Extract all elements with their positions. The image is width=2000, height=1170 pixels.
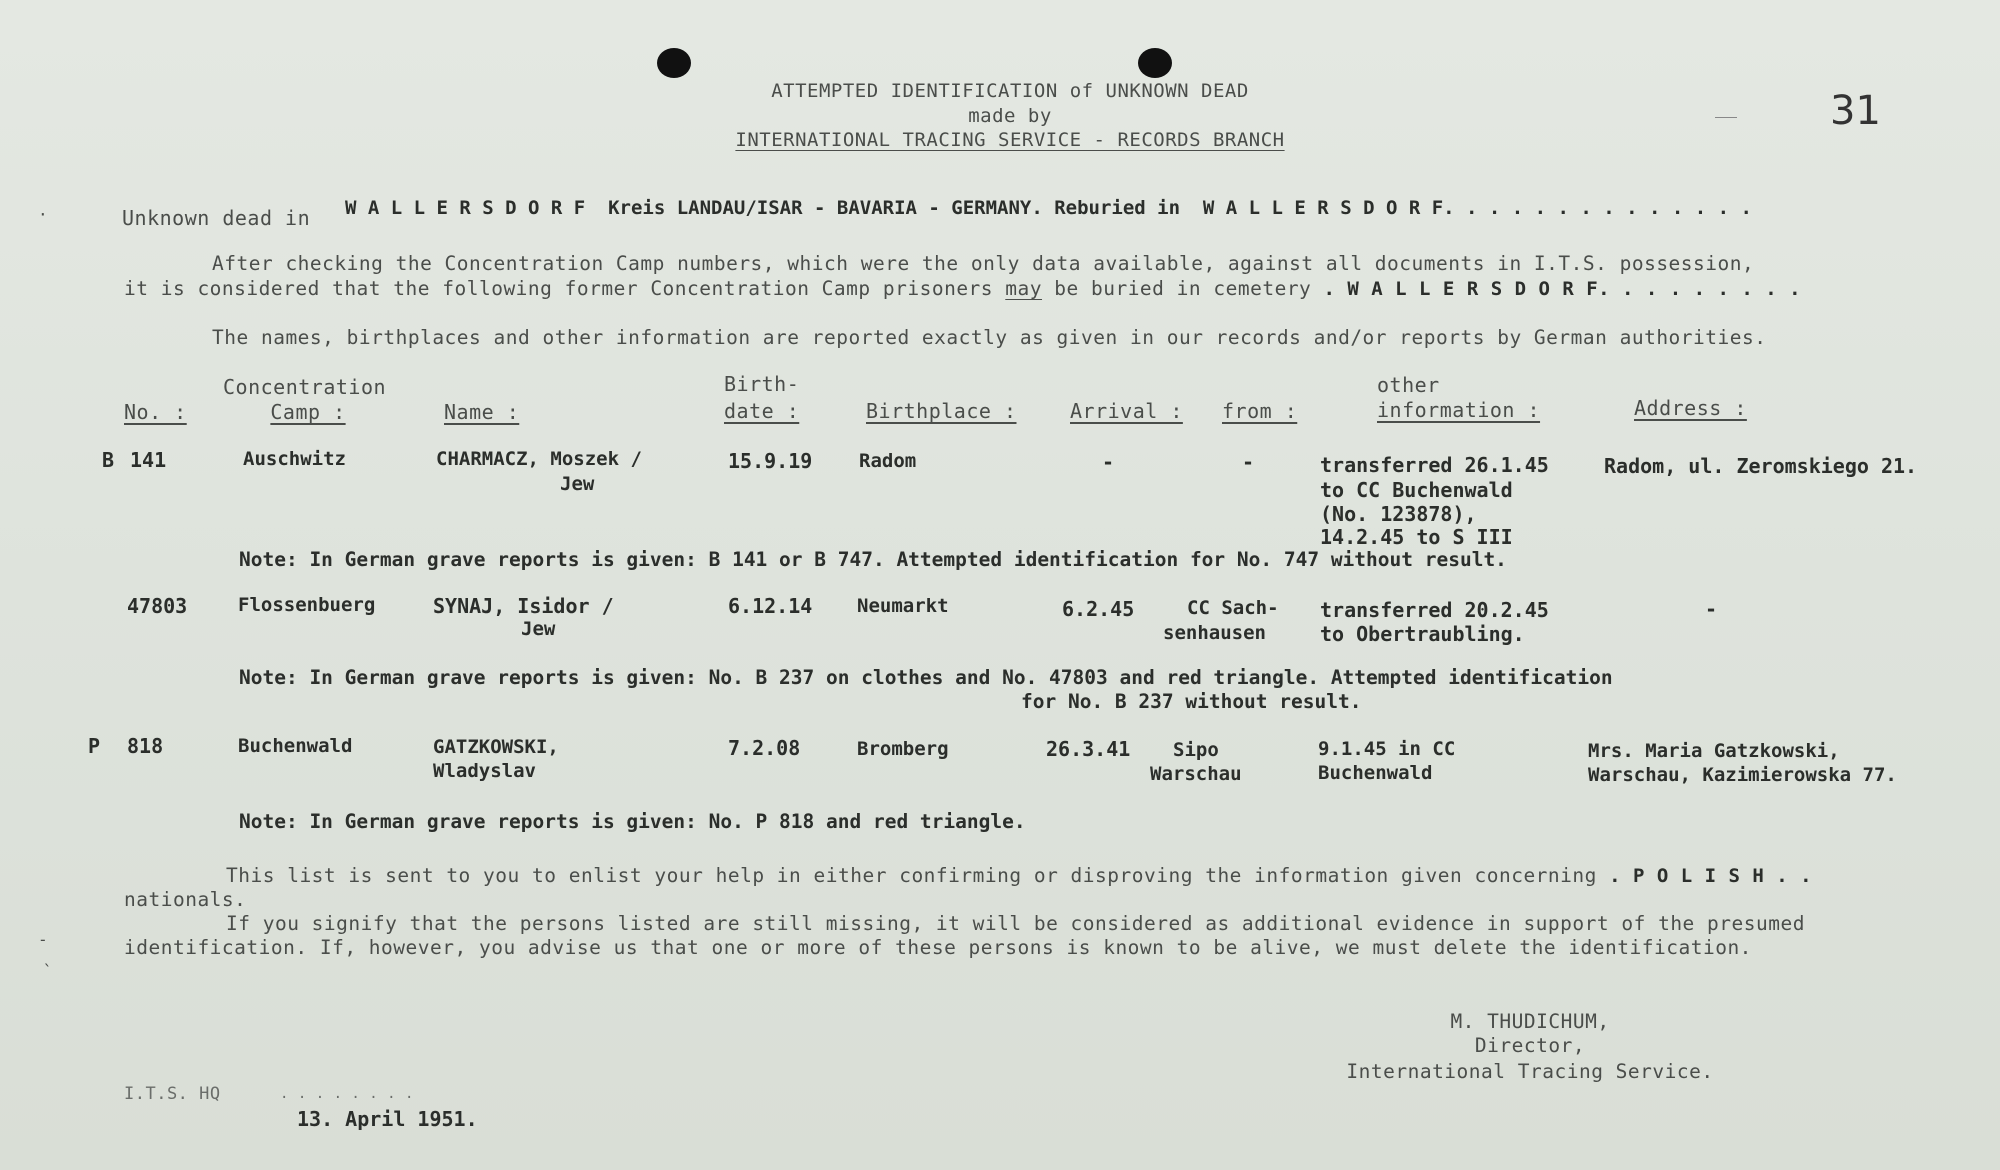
col-address: Address :: [1634, 396, 1747, 420]
col-camp-bottom: Camp :: [270, 400, 346, 424]
record-3-from-2: Warschau: [1150, 763, 1242, 785]
record-2-address: -: [1705, 597, 1718, 621]
record-3-from: Sipo: [1173, 739, 1219, 761]
record-2-number: 47803: [127, 594, 188, 618]
footer-place: I.T.S. HQ: [124, 1084, 221, 1104]
margin-dot-3: ˎ: [42, 947, 53, 966]
margin-mark: [1715, 117, 1737, 118]
closing-p2-line-2: identification. If, however, you advise us that one or more of these persons is known to be alive, we must delete the identification.: [124, 936, 1752, 959]
record-3-name: GATZKOWSKI,: [433, 736, 559, 758]
record-1-name: CHARMACZ, Moszek /: [436, 448, 642, 470]
intro-cemetery-value: . W A L L E R S D O R F. . . . . . . . .: [1323, 278, 1802, 300]
signature-title: Director,: [1474, 1034, 1586, 1057]
record-2-note-1: Note: In German grave reports is given: No. B 237 on clothes and No. 47803 and red triangle. Attempted identification: [239, 666, 1613, 689]
col-arrival: Arrival :: [1070, 399, 1183, 423]
record-1-other-3: (No. 123878),: [1320, 502, 1477, 526]
closing-nationality: . P O L I S H . .: [1609, 865, 1813, 887]
record-1-name-2: Jew: [560, 473, 595, 495]
col-from: from :: [1222, 399, 1298, 423]
record-3-note: Note: In German grave reports is given: No. P 818 and red triangle.: [239, 810, 1026, 833]
intro-line-2-b: be buried in cemetery: [1042, 277, 1312, 300]
closing-p1-line-1: [226, 864, 1812, 887]
record-2-camp: Flossenbuerg: [238, 594, 376, 616]
unknown-dead-value: W A L L E R S D O R F Kreis LANDAU/ISAR - BAVARIA - GERMANY. Reburied in W A L L E R S D O R F. . . . . . . . . . . . . .: [345, 197, 1752, 219]
record-3-name-2: Wladyslav: [433, 760, 536, 782]
record-2-note-2: for No. B 237 without result.: [1021, 690, 1362, 713]
margin-dot-1: ·: [38, 205, 49, 224]
record-2-other-1: transferred 20.2.45: [1320, 598, 1549, 622]
record-2-from: CC Sach-: [1187, 597, 1279, 619]
header-line-3: INTERNATIONAL TRACING SERVICE - RECORDS BRANCH: [735, 129, 1285, 151]
record-1-camp: Auschwitz: [243, 448, 346, 470]
col-no: No. :: [124, 400, 187, 424]
col-other-bottom: information :: [1377, 398, 1541, 422]
record-3-other-1: 9.1.45 in CC: [1318, 738, 1456, 760]
record-1-number: 141: [130, 448, 167, 472]
record-2-name: SYNAJ, Isidor /: [433, 594, 614, 618]
record-2-from-2: senhausen: [1163, 622, 1266, 644]
col-birthdate-bottom: date :: [724, 399, 800, 423]
record-1-other-1: transferred 26.1.45: [1320, 453, 1549, 477]
record-3-birthplace: Bromberg: [857, 738, 949, 760]
header-line-2: made by: [968, 105, 1052, 127]
intro-line-2: [124, 277, 1801, 300]
record-2-birthdate: 6.12.14: [728, 594, 813, 618]
record-3-other-2: Buchenwald: [1318, 762, 1433, 784]
record-1-other-4: 14.2.45 to S III: [1320, 525, 1513, 549]
record-2-arrival: 6.2.45: [1062, 597, 1135, 621]
footer-dots: . . . . . . . .: [280, 1086, 414, 1102]
record-1-other-2: to CC Buchenwald: [1320, 478, 1513, 502]
closing-p2-line-1: If you signify that the persons listed are still missing, it will be considered as additional evidence in support of the presumed: [226, 912, 1805, 935]
record-2-name-2: Jew: [521, 618, 556, 640]
intro-line-1: After checking the Concentration Camp numbers, which were the only data available, against all documents in I.T.S. possession,: [212, 252, 1755, 275]
closing-p1-line-2: nationals.: [124, 888, 247, 911]
margin-dot-2: ‐: [38, 930, 49, 949]
record-1-note: Note: In German grave reports is given: B 141 or B 747. Attempted identification for No. 747 without result.: [239, 548, 1507, 571]
header-line-1: ATTEMPTED IDENTIFICATION of UNKNOWN DEAD: [771, 80, 1249, 102]
record-2-birthplace: Neumarkt: [857, 595, 949, 617]
record-1-prefix: B: [102, 448, 115, 472]
record-2-other-2: to Obertraubling.: [1320, 622, 1525, 646]
intro-line-2-a: it is considered that the following former Concentration Camp prisoners: [124, 277, 1006, 300]
record-3-address-1: Mrs. Maria Gatzkowski,: [1588, 740, 1840, 762]
punch-hole-left-icon: [657, 48, 691, 78]
record-3-address-2: Warschau, Kazimierowska 77.: [1588, 764, 1897, 786]
record-1-from: -: [1242, 450, 1255, 474]
col-camp-top: Concentration: [223, 375, 387, 399]
punch-hole-right-icon: [1138, 48, 1172, 78]
footer-date: 13. April 1951.: [297, 1107, 478, 1131]
col-name: Name :: [444, 400, 520, 424]
intro-line-3: The names, birthplaces and other information are reported exactly as given in our records and/or reports by German authorities.: [212, 326, 1767, 349]
record-3-prefix: P: [88, 734, 101, 758]
signature-org: International Tracing Service.: [1346, 1060, 1714, 1083]
record-1-address: Radom, ul. Zeromskiego 21.: [1604, 454, 1918, 478]
record-1-birthdate: 15.9.19: [728, 449, 813, 473]
record-3-number: 818: [127, 734, 164, 758]
page-number: 31: [1830, 88, 1881, 134]
signature-name: M. THUDICHUM,: [1450, 1010, 1610, 1033]
closing-p1-text: This list is sent to you to enlist your help in either confirming or disproving the information given concerning: [226, 864, 1597, 887]
col-birthplace: Birthplace :: [866, 399, 1017, 423]
intro-may: may: [1005, 277, 1043, 300]
col-other-top: other: [1377, 373, 1440, 397]
record-1-birthplace: Radom: [859, 450, 917, 472]
record-3-arrival: 26.3.41: [1046, 737, 1131, 761]
record-3-birthdate: 7.2.08: [728, 736, 801, 760]
record-1-arrival: -: [1102, 450, 1115, 474]
col-birthdate-top: Birth-: [724, 372, 800, 396]
unknown-dead-label: Unknown dead in: [122, 206, 311, 230]
record-3-camp: Buchenwald: [238, 735, 353, 757]
